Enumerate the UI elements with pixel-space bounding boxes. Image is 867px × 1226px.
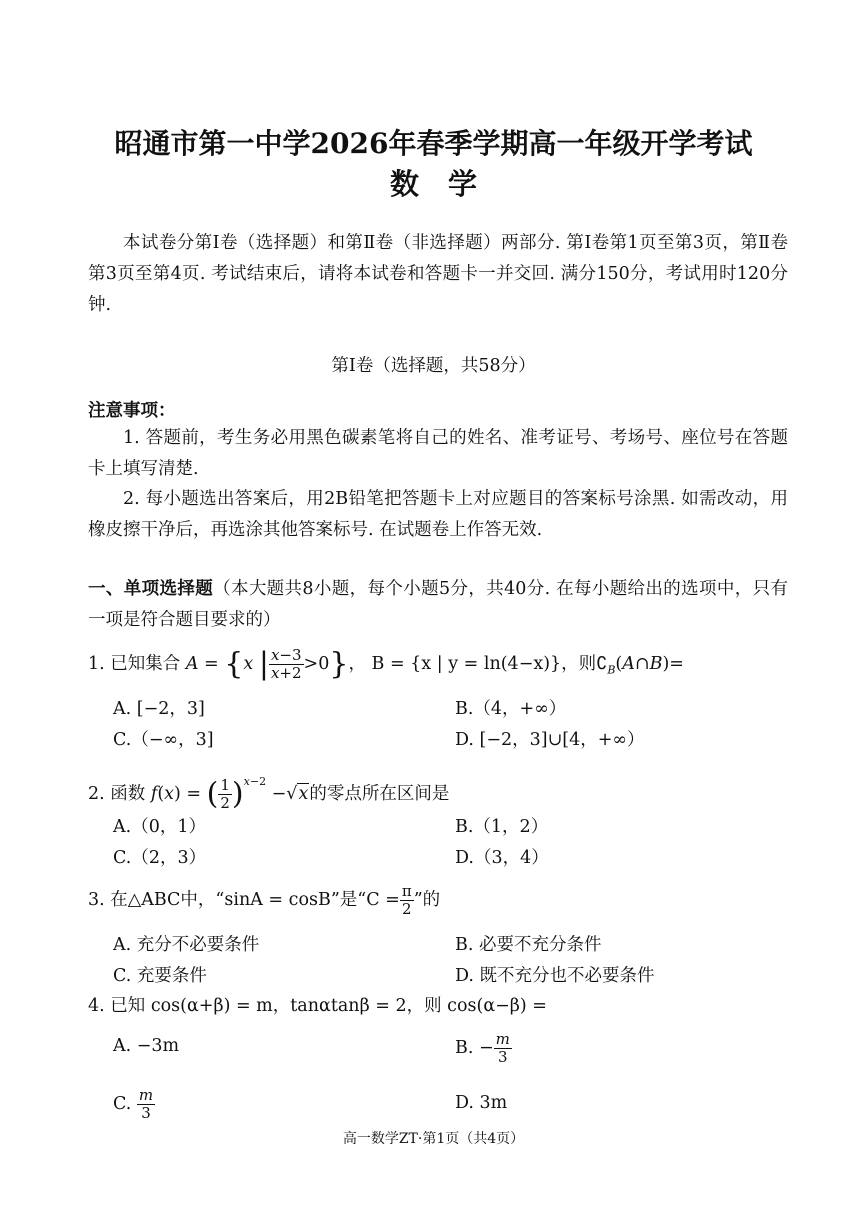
q3-option-c: C. 充要条件 [113,966,207,986]
intro-paragraph: 本试卷分第Ⅰ卷（选择题）和第Ⅱ卷（非选择题）两部分. 第Ⅰ卷第1页至第3页，第Ⅱ卷第3页至第4页. 考试结束后，请将本试卷和答题卡一并交回. 满分150分，考试用时120分钟. [88,233,788,315]
page-footer: 高一数学ZT·第1页（共4页） [342,1131,525,1147]
q1-tail: = [669,654,684,674]
q1-option-b: B.（4，+∞） [455,699,567,719]
q2-prefix: 2. 函数 [88,784,146,804]
q2-function-expression: f(x) = ( $\frac{1}{2}$ )$^{x-2}$ −√x [150,775,309,812]
q1-option-a: A. [−2，3] [113,699,205,719]
question-1-stem [88,644,684,691]
q2-option-b: B.（1，2） [455,817,549,837]
section-description: （本大题共8小题，每个小题5分，共40分. 在每小题给出的选项中，只有一项是符合题目要求的） [88,579,788,630]
q3-pi-over-2: $\frac{\pi}{2}$ [401,882,412,918]
q2-option-a: A.（0，1） [113,817,206,837]
exam-title: 昭通市第一中学2026年春季学期高一年级开学考试 [114,127,753,160]
q1-set-a: A = {x | $\frac{x-3}{x+2}$ >0}， [185,646,366,682]
section-heading: 一、单项选择题 [88,579,214,599]
q3-option-a: A. 充分不必要条件 [113,935,260,955]
q4-option-a: A. −3m [113,1036,180,1056]
q2-tail: 的零点所在区间是 [309,784,450,804]
q4-option-c-prefix: C. [113,1094,132,1114]
q2-option-c: C.（2，3） [113,848,207,868]
q4-option-b-prefix: B. − [455,1038,494,1058]
q1-option-c: C.（−∞，3] [113,730,214,750]
q1-option-d: D. [−2，3]∪[4，+∞） [455,730,645,750]
q4-option-d: D. 3m [455,1093,508,1113]
subject-title: 数 学 [389,167,477,201]
q1-complement-expression: $∁_B(A\cap B)$ [596,654,670,677]
q3-tail: ”的 [413,890,441,910]
part-title: 第Ⅰ卷（选择题，共58分） [331,356,536,376]
q4-option-c: C. $\frac{m}{3}$ [113,1086,154,1122]
q3-prefix: 3. 在△ABC中，“sinA = cosB”是“C = [88,890,400,910]
q3-option-b: B. 必要不充分条件 [455,935,602,955]
q2-option-d: D.（3，4） [455,848,549,868]
question-3-stem [88,880,440,920]
section-heading-block [88,574,788,636]
q1-set-b: B = {x | y = ln(4−x)}，则 [371,654,597,674]
question-2-stem [88,762,449,814]
notice-heading: 注意事项： [88,401,176,421]
q1-prefix: 1. 已知集合 [88,654,181,674]
question-4-stem: 4. 已知 cos(α+β) = m，tanαtanβ = 2，则 cos(α−β) = [88,996,547,1016]
notice-item-2: 2. 每小题选出答案后，用2B铅笔把答题卡上对应题目的答案标号涂黑. 如需改动，用橡皮擦干净后，再选涂其他答案标号. 在试题卷上作答无效. [88,489,788,540]
q3-option-d: D. 既不充分也不必要条件 [455,966,655,986]
q4-option-b: B. − $\frac{m}{3}$ [455,1030,510,1066]
notice-item-1: 1. 答题前，考生务必用黑色碳素笔将自己的姓名、准考证号、考场号、座位号在答题卡上填写清楚. [88,428,788,479]
